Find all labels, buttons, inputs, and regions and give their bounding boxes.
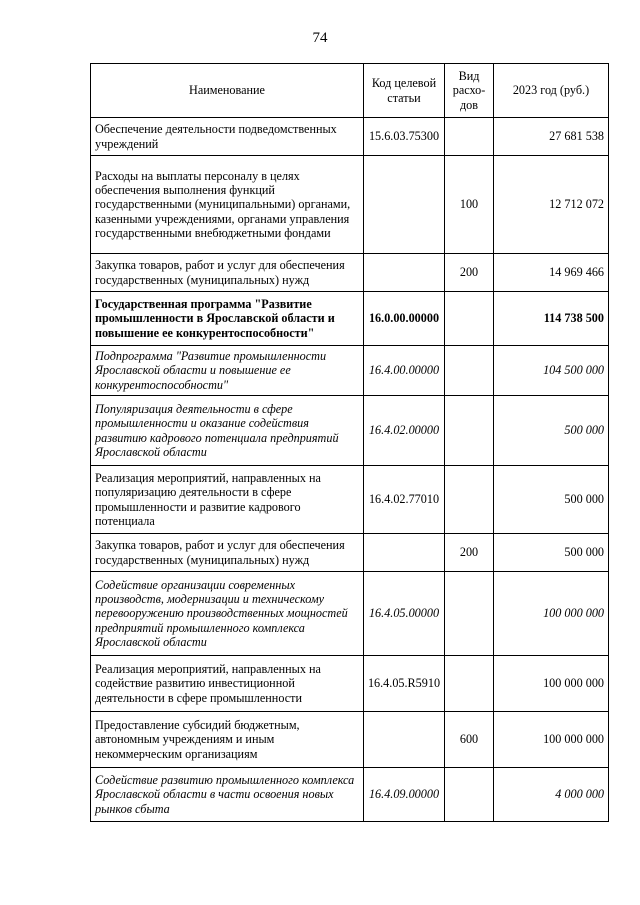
row-amount: 500 000 — [494, 534, 609, 572]
row-amount: 500 000 — [494, 466, 609, 534]
row-code: 16.0.00.00000 — [364, 292, 445, 346]
row-type — [445, 118, 494, 156]
row-amount: 27 681 538 — [494, 118, 609, 156]
row-name: Реализация мероприятий, направленных на популяризацию деятельности в сфере промышленности и развитие кадрового потенциала — [91, 466, 364, 534]
table-row-activity — [91, 396, 609, 466]
row-amount: 12 712 072 — [494, 156, 609, 254]
row-type — [445, 656, 494, 712]
row-type — [445, 396, 494, 466]
table-row — [91, 656, 609, 712]
row-amount: 100 000 000 — [494, 656, 609, 712]
row-name: Обеспечение деятельности подведомственных учреждений — [91, 118, 364, 156]
row-type: 600 — [445, 712, 494, 768]
table-row — [91, 118, 609, 156]
row-name: Подпрограмма "Развитие промышленности Ярославской области и повышение ее конкурентоспособности" — [91, 346, 364, 396]
table-row — [91, 466, 609, 534]
table-row — [91, 156, 609, 254]
header-type: Вид расхо-дов — [445, 64, 494, 118]
row-code — [364, 712, 445, 768]
row-name: Реализация мероприятий, направленных на содействие развитию инвестиционной деятельности в сфере промышленности — [91, 656, 364, 712]
row-code: 16.4.02.77010 — [364, 466, 445, 534]
row-type — [445, 768, 494, 822]
row-name: Расходы на выплаты персоналу в целях обеспечения выполнения функций государственными (муниципальными) органами, казенными учреждениями, органами управления государственными внебюджетными фондами — [91, 156, 364, 254]
row-type — [445, 346, 494, 396]
page-number: 74 — [312, 30, 328, 46]
row-name: Популяризация деятельности в сфере промышленности и оказание содействия развитию кадрового потенциала предприятий Ярославской области — [91, 396, 364, 466]
row-type — [445, 466, 494, 534]
row-type: 200 — [445, 254, 494, 292]
row-code: 16.4.02.00000 — [364, 396, 445, 466]
row-amount: 104 500 000 — [494, 346, 609, 396]
row-type — [445, 292, 494, 346]
row-code: 16.4.00.00000 — [364, 346, 445, 396]
row-amount: 100 000 000 — [494, 572, 609, 656]
row-code — [364, 534, 445, 572]
row-code — [364, 156, 445, 254]
row-name: Содействие организации современных производств, модернизации и техническому перевооружению производственных мощностей предприятий промышленного комплекса Ярославской области — [91, 572, 364, 656]
table-row — [91, 254, 609, 292]
row-name: Закупка товаров, работ и услуг для обеспечения государственных (муниципальных) нужд — [91, 254, 364, 292]
row-name: Предоставление субсидий бюджетным, автономным учреждениям и иным некоммерческим организациям — [91, 712, 364, 768]
table-row-program — [91, 292, 609, 346]
row-amount: 100 000 000 — [494, 712, 609, 768]
row-type — [445, 572, 494, 656]
table-row — [91, 534, 609, 572]
row-amount: 14 969 466 — [494, 254, 609, 292]
header-amount: 2023 год (руб.) — [494, 64, 609, 118]
row-type: 100 — [445, 156, 494, 254]
row-code: 15.6.03.75300 — [364, 118, 445, 156]
row-code: 16.4.09.00000 — [364, 768, 445, 822]
row-name: Государственная программа "Развитие промышленности в Ярославской области и повышение ее конкурентоспособности" — [91, 292, 364, 346]
table-row-activity — [91, 768, 609, 822]
header-name: Наименование — [91, 64, 364, 118]
row-type: 200 — [445, 534, 494, 572]
row-code — [364, 254, 445, 292]
row-amount: 4 000 000 — [494, 768, 609, 822]
row-name: Содействие развитию промышленного комплекса Ярославской области в части освоения новых рынков сбыта — [91, 768, 364, 822]
row-amount: 500 000 — [494, 396, 609, 466]
row-amount: 114 738 500 — [494, 292, 609, 346]
row-code: 16.4.05.R5910 — [364, 656, 445, 712]
budget-table — [90, 63, 609, 822]
table-row-subprogram — [91, 346, 609, 396]
row-code: 16.4.05.00000 — [364, 572, 445, 656]
row-name: Закупка товаров, работ и услуг для обеспечения государственных (муниципальных) нужд — [91, 534, 364, 572]
table-header-row — [91, 64, 609, 118]
table-row-activity — [91, 572, 609, 656]
header-code: Код целевой статьи — [364, 64, 445, 118]
table-row — [91, 712, 609, 768]
